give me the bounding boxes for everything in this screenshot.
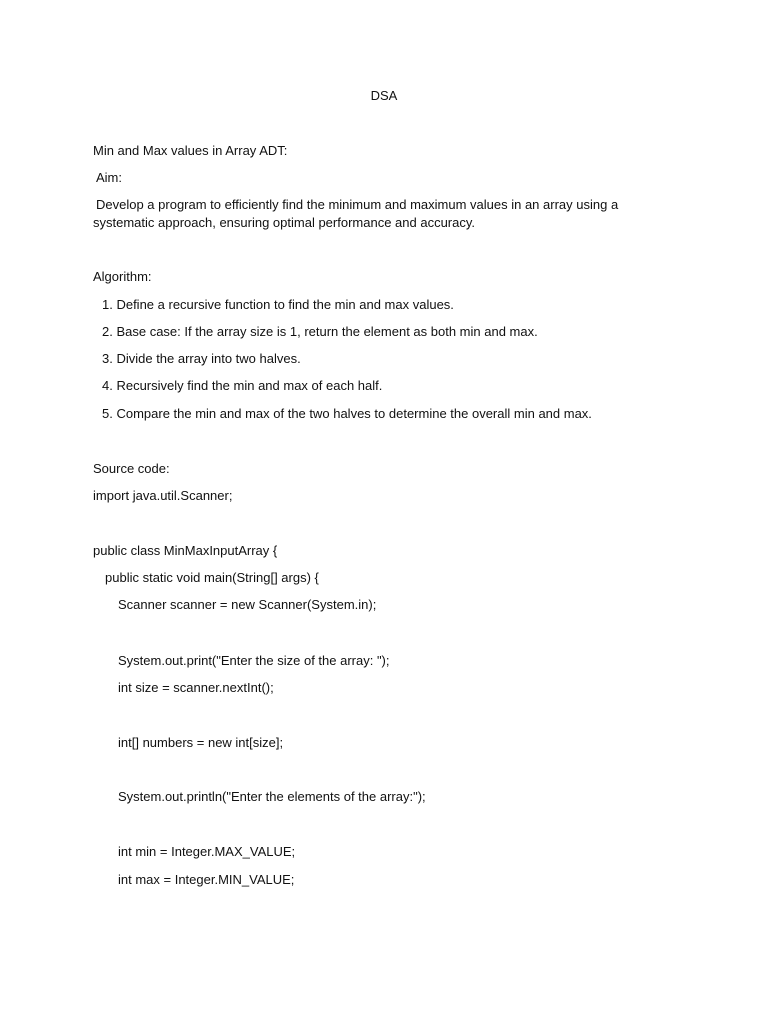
code-line: int min = Integer.MAX_VALUE; bbox=[118, 844, 296, 859]
source-code-label: Source code: bbox=[93, 461, 170, 476]
code-line: public static void main(String[] args) { bbox=[105, 570, 319, 585]
aim-text-line-2: systematic approach, ensuring optimal performance and accuracy. bbox=[93, 215, 476, 230]
algorithm-step: 1. Define a recursive function to find the min and max values. bbox=[102, 297, 454, 312]
code-line: Scanner scanner = new Scanner(System.in); bbox=[118, 597, 377, 612]
code-line: int size = scanner.nextInt(); bbox=[118, 680, 274, 695]
algorithm-step: 3. Divide the array into two halves. bbox=[102, 351, 301, 366]
code-line: int[] numbers = new int[size]; bbox=[118, 735, 284, 750]
code-line: import java.util.Scanner; bbox=[93, 488, 233, 503]
code-line: public class MinMaxInputArray { bbox=[93, 543, 278, 558]
aim-label: Aim: bbox=[96, 170, 122, 185]
section-heading: Min and Max values in Array ADT: bbox=[93, 143, 288, 158]
algorithm-label: Algorithm: bbox=[93, 269, 152, 284]
code-line: int max = Integer.MIN_VALUE; bbox=[118, 872, 295, 887]
algorithm-step: 5. Compare the min and max of the two halves to determine the overall min and max. bbox=[102, 406, 592, 421]
algorithm-step: 2. Base case: If the array size is 1, return the element as both min and max. bbox=[102, 324, 538, 339]
code-line: System.out.print("Enter the size of the array: "); bbox=[118, 653, 390, 668]
algorithm-step: 4. Recursively find the min and max of each half. bbox=[102, 378, 383, 393]
aim-text-line-1: Develop a program to efficiently find the minimum and maximum values in an array using a bbox=[96, 197, 619, 212]
code-line: System.out.println("Enter the elements of the array:"); bbox=[118, 789, 426, 804]
document-title: DSA bbox=[370, 88, 398, 103]
